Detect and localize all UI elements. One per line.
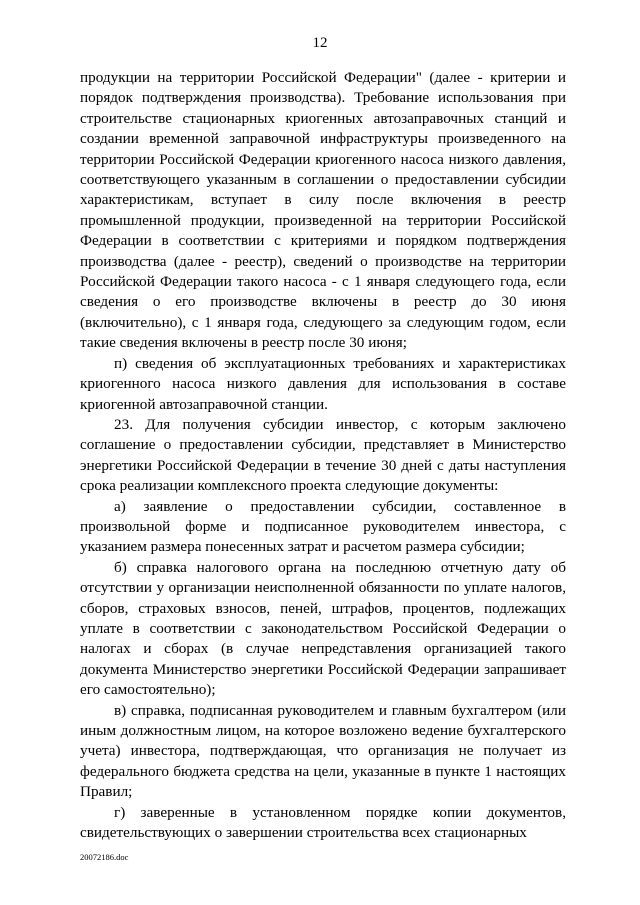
page-number: 12	[312, 35, 328, 51]
paragraph-item-b: б) справка налогового органа на последнюю отчетную дату об отсутствии у организации неисполненной обязанности по уплате налогов, сборов, страховых взносов, пеней, штрафов, процентов, подлежащих уплате в соответствии с законодательством Российской Федерации о налогах и сборах (в случае непредставления организацией такого документа Министерство энергетики Российской Федерации запрашивает его самостоятельно);	[80, 558, 566, 699]
document-body	[80, 68, 566, 843]
paragraph-clause-23: 23. Для получения субсидии инвестор, с которым заключено соглашение о предоставлении субсидии, представляет в Министерство энергетики Российской Федерации в течение 30 дней с даты наступления срока реализации комплексного проекта следующие документы:	[80, 415, 566, 495]
paragraph-item-v: в) справка, подписанная руководителем и главным бухгалтером (или иным должностным лицом, на которое возложено ведение бухгалтерского учета) инвестора, подтверждающая, что организация не получает из федерального бюджета средства на цели, указанные в пункте 1 настоящих Правил;	[80, 701, 566, 801]
paragraph-continuation: продукции на территории Российской Федерации" (далее - критерии и порядок подтверждения производства). Требование использования при строительстве стационарных криогенных автозаправочных станций и создании временной заправочной инфраструктуры произведенного на территории Российской Федерации криогенного насоса низкого давления, соответствующего указанным в соглашении о предоставлении субсидии характеристикам, вступает в силу после включения в реестр промышленной продукции, произведенной на территории Российской Федерации в соответствии с критериями и порядком подтверждения производства (далее - реестр), сведений о производстве на территории Российской Федерации такого насоса - с 1 января следующего года, если сведения о его производстве включены в реестр до 30 июня (включительно), с 1 января года, следующего за следующим годом, если такие сведения включены в реестр после 30 июня;	[80, 69, 566, 352]
paragraph-item-a: а) заявление о предоставлении субсидии, составленное в произвольной форме и подписанное руководителем инвестора, с указанием размера понесенных затрат и расчетом размера субсидии;	[80, 497, 566, 556]
paragraph-item-g: г) заверенные в установленном порядке копии документов, свидетельствующих о завершении строительства всех стационарных	[80, 803, 566, 842]
footer-doc-code: 20072186.doc	[80, 852, 129, 862]
paragraph-item-p: п) сведения об эксплуатационных требованиях и характеристиках криогенного насоса низкого давления для использования в составе криогенной автозаправочной станции.	[80, 354, 566, 413]
